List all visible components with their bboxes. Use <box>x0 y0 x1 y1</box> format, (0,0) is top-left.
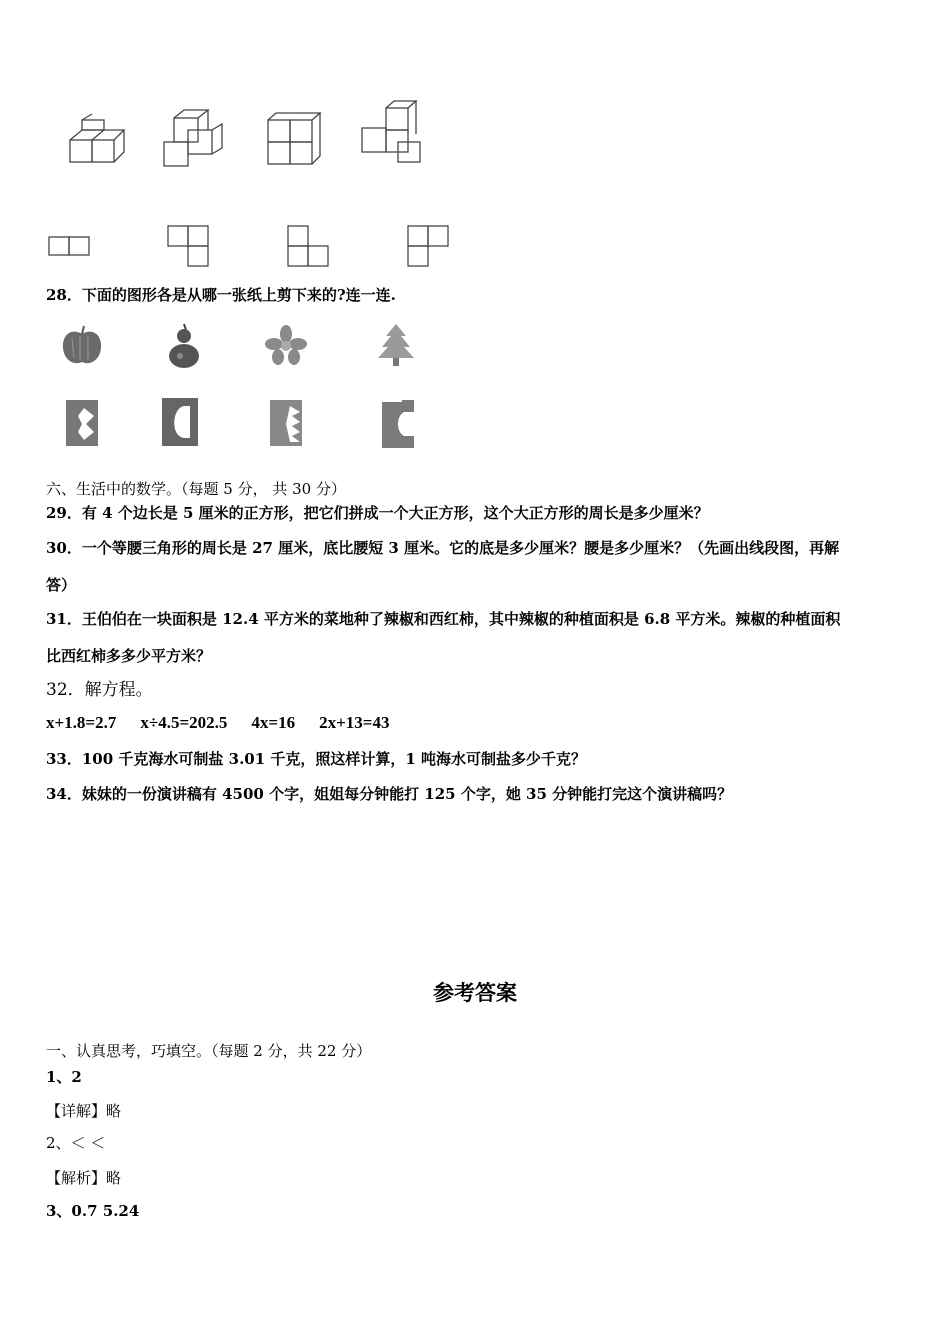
view-figure-1 <box>48 236 92 258</box>
answer-1: 1、2 <box>46 1068 82 1086</box>
cube-figure-2 <box>160 106 226 168</box>
question-30-line2: 答） <box>46 576 77 594</box>
question-29: 29．有 4 个边长是 5 厘米的正方形，把它们拼成一个大正方形，这个大正方形的周长是多少厘米？ <box>46 504 709 522</box>
question-32: 32．解方程。 <box>46 680 153 700</box>
cube-figure-4 <box>358 98 426 164</box>
equation-1: x+1.8=2.7 <box>46 713 117 732</box>
answers-title: 参考答案 <box>433 981 517 1005</box>
equation-2: x÷4.5=202.5 <box>140 713 228 732</box>
equations-row <box>46 713 413 733</box>
answer-1-note: 【详解】略 <box>46 1102 122 1120</box>
paper-sheet-3 <box>268 398 304 448</box>
answer-3: 3、0.7 5.24 <box>46 1202 140 1220</box>
question-31-line2: 比西红柿多多少平方米？ <box>46 647 212 665</box>
equation-3: 4x=16 <box>251 713 296 732</box>
paper-sheet-1 <box>64 398 100 448</box>
tree-shape <box>376 322 416 368</box>
question-30-line1: 30．一个等腰三角形的周长是 27 厘米，底比腰短 3 厘米。它的底是多少厘米？腰是多少厘米？（先画出线段图，再解 <box>46 539 840 557</box>
section-6-heading: 六、生活中的数学。（每题 5 分， 共 30 分） <box>46 480 346 498</box>
flower-shape <box>264 324 308 366</box>
answers-section-1: 一、认真思考，巧填空。（每题 2 分，共 22 分） <box>46 1042 372 1060</box>
view-figure-3 <box>286 224 332 268</box>
question-34: 34．妹妹的一份演讲稿有 4500 个字，姐姐每分钟能打 125 个字，她 35 分钟能打完这个演讲稿吗？ <box>46 785 733 803</box>
view-figure-2 <box>166 224 212 268</box>
question-28: 28．下面的图形各是从哪一张纸上剪下来的?连一连. <box>46 286 396 304</box>
paper-sheet-4 <box>380 398 416 450</box>
cube-figure-1 <box>66 118 126 168</box>
question-31-line1: 31．王伯伯在一块面积是 12.4 平方米的菜地种了辣椒和西红柿，其中辣椒的种植面积是 6.8 平方米。辣椒的种植面积 <box>46 610 841 628</box>
equation-4: 2x+13=43 <box>319 713 390 732</box>
gourd-shape <box>164 322 204 370</box>
view-figure-4 <box>406 224 452 268</box>
question-33: 33．100 千克海水可制盐 3.01 千克，照这样计算，1 吨海水可制盐多少千克？ <box>46 750 587 768</box>
answer-2-note: 【解析】略 <box>46 1169 122 1187</box>
apple-shape <box>60 324 104 368</box>
answer-2: 2、＜ ＜ <box>46 1134 106 1152</box>
paper-sheet-2 <box>160 396 200 448</box>
cube-figure-3 <box>264 110 322 166</box>
